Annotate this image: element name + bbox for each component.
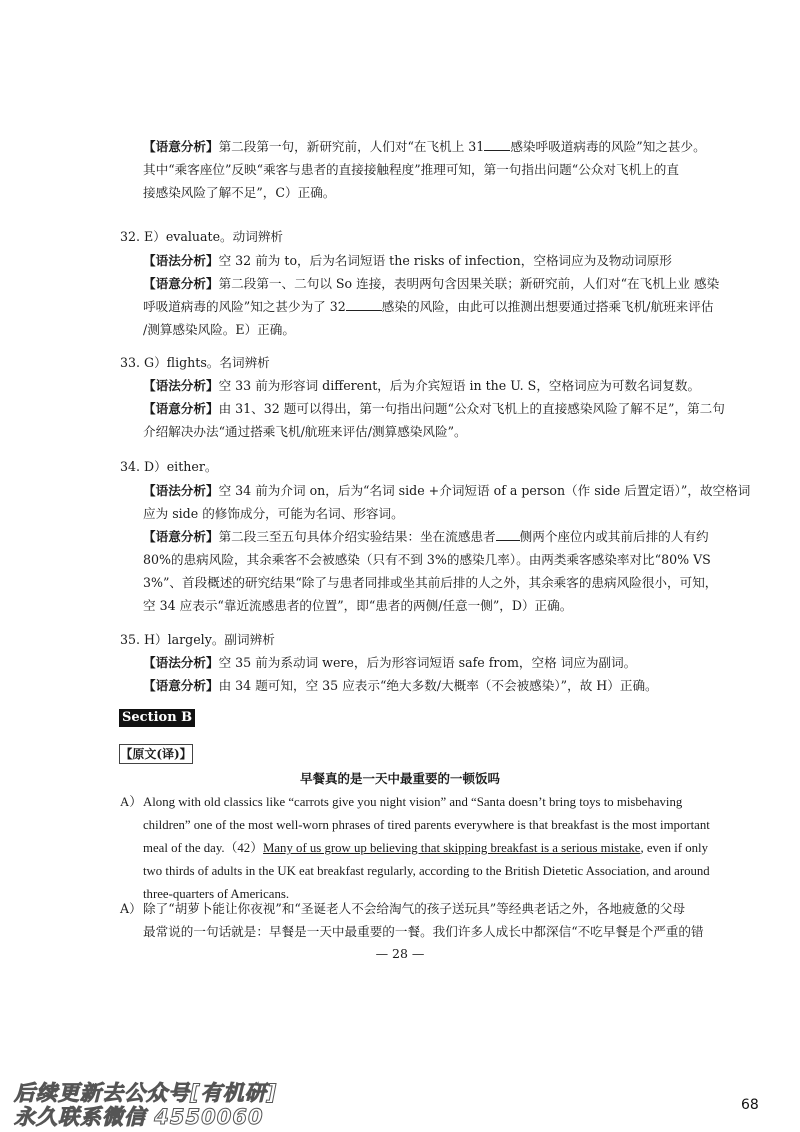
q34-yiyi-line3: 3%”、首段概述的研究结果“除了与患者同排或坐其前后排的人之外，其余乘客的患病风险很小，可知，: [143, 575, 718, 590]
underlined-key-sentence: Many of us grow up believing that skipping breakfast is a serious mistake: [263, 841, 641, 855]
q34-yufa-line2: 应为 side 的修饰成分，可能为名词、形容词。: [143, 506, 404, 521]
para-a-en-line1: Along with old classics like “carrots give you night vision” and “Santa doesn’t bring toys to misbehaving: [143, 795, 683, 809]
q35-yiyi-line1: 【语意分析】由 34 题可知，空 35 应表示“绝大多数/大概率（不会被感染）”，故 H）正确。: [143, 678, 658, 693]
q34-yufa-tag: 【语法分析】: [143, 483, 219, 498]
q35-yufa-tag: 【语法分析】: [143, 655, 219, 670]
q34-yiyi-line1: 【语意分析】第二段三至五句具体介绍实验结果：坐在流感患者 侧两个座位内或其前后排的人有约: [143, 529, 709, 544]
q32-yiyi-line3: /测算感染风险。E）正确。: [143, 322, 295, 337]
para-a-en-line5: three-quarters of Americans.: [143, 887, 290, 901]
q31-yiyi-line1: 【语意分析】第二段第一句，新研究前，人们对“在飞机上 31 感染呼吸道病毒的风险”知之甚少。: [143, 139, 706, 154]
para-a-cn-line1: 除了“胡萝卜能让你夜视”和“圣诞老人不会给淘气的孩子送玩具”等经典老话之外，各地疲惫的父母: [143, 901, 686, 916]
para-a-en-line3: meal of the day.（42）Many of us grow up believing that skipping breakfast is a serious mistake, even if only: [143, 841, 708, 855]
q31-yiyi-line2: 其中“乘客座位”反映“乘客与患者的直接接触程度”推理可知，第一句指出问题“公众对飞机上的直: [143, 162, 679, 177]
corner-page-number: 68: [741, 1097, 759, 1113]
q32-yufa-line1: 【语法分析】空 32 前为 to，后为名词短语 the risks of infection，空格词应为及物动词原形: [143, 253, 672, 268]
q33-yiyi-tag: 【语意分析】: [143, 401, 219, 416]
q32-yiyi-line2: 呼吸道病毒的风险”知之甚少为了 32 感染的风险，由此可以推测出想要通过搭乘飞机/航班来评估: [143, 299, 714, 314]
q32-heading: 32. E）evaluate。动词辨析: [120, 229, 284, 244]
para-a-en-line4: two thirds of adults in the UK eat breakfast regularly, according to the British Dietetic Association, and around: [143, 864, 710, 878]
q31-yiyi-tag: 【语意分析】: [143, 139, 219, 154]
q32-yufa-tag: 【语法分析】: [143, 253, 219, 268]
answer-blank: [484, 139, 510, 151]
q32-yiyi-line1: 【语意分析】第二段第一、二句以 So 连接，表明两句含因果关联；新研究前，人们对“在飞机上业 感染: [143, 276, 720, 291]
q34-yiyi-line4: 空 34 应表示“靠近流感患者的位置”，即“患者的两侧/任意一侧”，D）正确。: [143, 598, 573, 613]
para-a-cn-line2: 最常说的一句话就是：早餐是一天中最重要的一餐。我们许多人成长中都深信“不吃早餐是个严重的错: [143, 924, 704, 939]
section-b-heading: Section B: [119, 709, 195, 727]
watermark-line2: 永久联系微信 4550060: [14, 1105, 264, 1129]
q33-yufa-line1: 【语法分析】空 33 前为形容词 different，后为介宾短语 in the U. S，空格词应为可数名词复数。: [143, 378, 701, 393]
para-a-en-line2: children” one of the most well-worn phrases of tired parents everywhere is that breakfast is the most important: [143, 818, 710, 832]
q34-yufa-line1: 【语法分析】空 34 前为介词 on，后为“名词 side +介词短语 of a person（作 side 后置定语）”，故空格词: [143, 483, 751, 498]
q34-yiyi-line2: 80%的患病风险，其余乘客不会被感染（只有不到 3%的感染几率）。由两类乘客感染率对比“80% VS: [143, 552, 711, 567]
q35-heading: 35. H）largely。副词辨析: [120, 632, 275, 647]
q33-yiyi-line2: 介绍解决办法“通过搭乘飞机/航班来评估/测算感染风险”。: [143, 424, 467, 439]
para-a-en-label: A）: [120, 795, 143, 809]
para-a-cn-label: A）: [120, 901, 142, 916]
answer-blank: [346, 299, 382, 311]
answer-blank: [496, 529, 520, 541]
q33-yiyi-line1: 【语意分析】由 31、32 题可以得出，第一句指出问题“公众对飞机上的直接感染风险了解不足”，第二句: [143, 401, 725, 416]
page-number: — 28 —: [375, 946, 425, 961]
passage-title: 早餐真的是一天中最重要的一顿饭吗: [299, 771, 500, 786]
q33-heading: 33. G）flights。名词辨析: [120, 355, 270, 370]
q34-yiyi-tag: 【语意分析】: [143, 529, 219, 544]
watermark-line1: 后续更新去公众号[有机研]: [14, 1081, 278, 1105]
q34-heading: 34. D）either。: [120, 459, 218, 474]
q32-yiyi-tag: 【语意分析】: [143, 276, 219, 291]
q35-yufa-line1: 【语法分析】空 35 前为系动词 were，后为形容词短语 safe from，空格 词应为副词。: [143, 655, 637, 670]
q33-yufa-tag: 【语法分析】: [143, 378, 219, 393]
q31-yiyi-line3: 接感染风险了解不足”，C）正确。: [143, 185, 336, 200]
q35-yiyi-tag: 【语意分析】: [143, 678, 219, 693]
original-text-label: 【原文(译)】: [119, 744, 193, 764]
